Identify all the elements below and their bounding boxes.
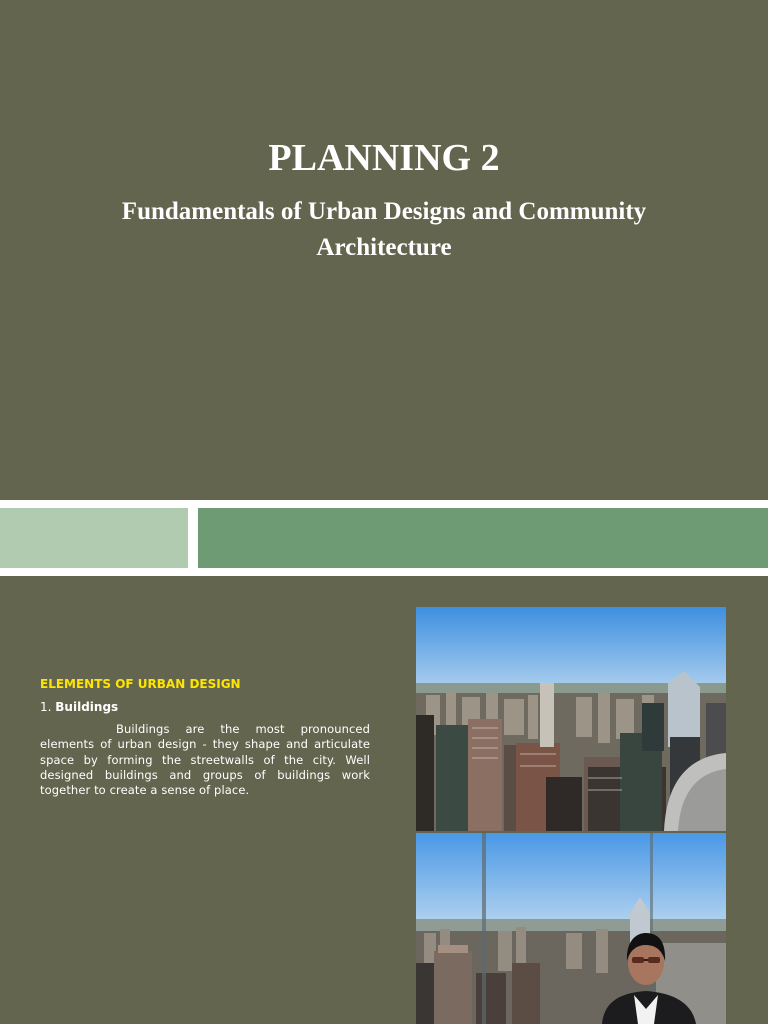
accent-band-green [198,508,768,568]
slide-title: PLANNING 2 [268,137,500,179]
section-heading: ELEMENTS OF URBAN DESIGN [40,677,241,691]
skyline-photo [416,607,726,831]
slide-subtitle: Fundamentals of Urban Designs and Community Architecture [121,198,647,261]
list-item-heading [40,700,118,714]
item-number: 1. [40,700,52,714]
accent-band-light [0,508,188,568]
title-slide [0,0,768,500]
observation-deck-photo [416,833,726,1024]
body-paragraph: Buildings are the most pronounced elements of urban design - they shape and articulate space by forming the streetwalls of the city. Well designed buildings and groups of buildings work together to create a sense of place. [40,722,370,798]
item-title: Buildings [55,700,119,714]
